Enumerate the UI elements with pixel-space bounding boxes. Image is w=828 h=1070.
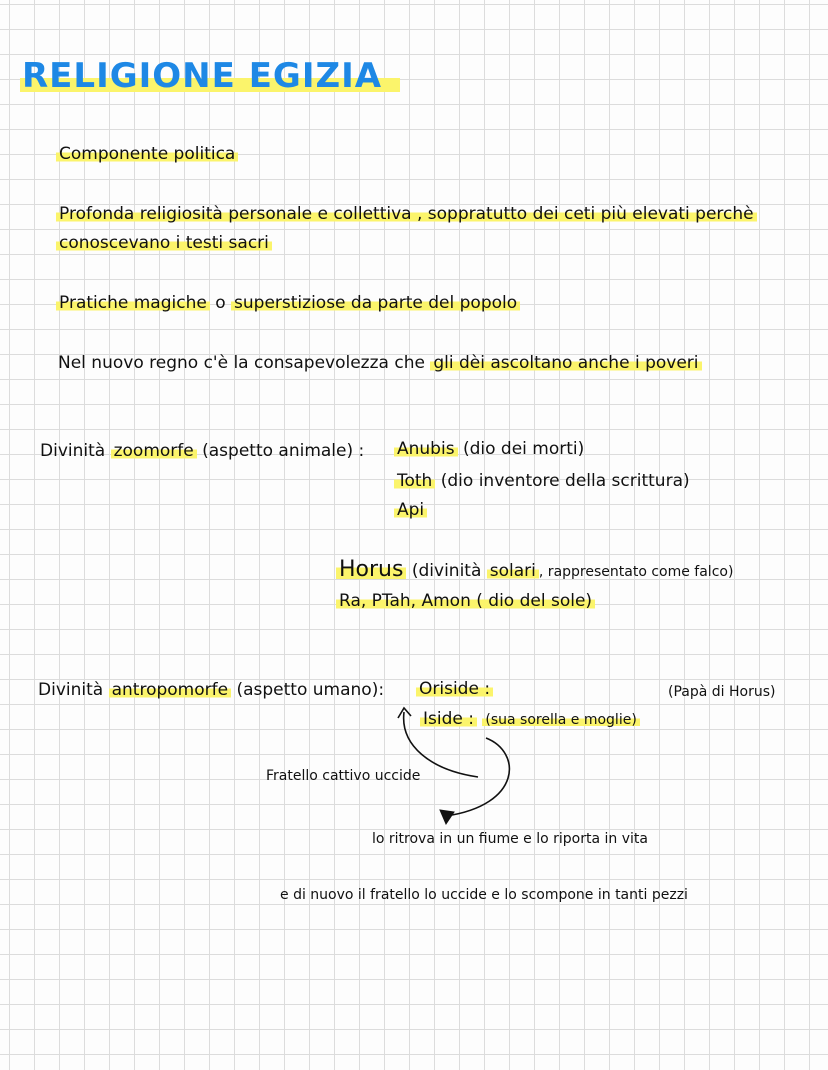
point-pratiche: Pratiche magiche o superstiziose da parte del popolo — [56, 292, 520, 314]
note-scompone: e di nuovo il fratello lo uccide e lo scompone in tanti pezzi — [280, 887, 688, 903]
god-toth: Toth (dio inventore della scrittura) — [394, 470, 690, 492]
note-fratello: Fratello cattivo uccide — [266, 768, 421, 784]
note-ritrova: lo ritrova in un fiume e lo riporta in vita — [372, 831, 648, 847]
arrow-to-osiride — [404, 712, 478, 777]
god-iside: Iside : (sua sorella e moglie) — [420, 708, 640, 731]
point-nuovo-regno: Nel nuovo regno c'è la consapevolezza che gli dèi ascoltano anche i poveri — [58, 352, 702, 374]
god-api: Api — [394, 499, 427, 521]
antropomorfe-heading: Divinità antropomorfe (aspetto umano): — [38, 680, 385, 700]
zoomorfe-heading: Divinità zoomorfe (aspetto animale) : — [40, 441, 365, 461]
god-osiride: Oriside : — [416, 678, 493, 700]
gods-sun: Ra, PTah, Amon ( dio del sole) — [336, 590, 595, 612]
god-horus: Horus (divinità solari , rappresentato come falco) — [336, 557, 733, 583]
point-religiosita-line1: Profonda religiosità personale e collettiva , soppratutto dei ceti più elevati perchè — [56, 203, 757, 225]
page-title: RELIGIONE EGIZIA — [20, 56, 400, 96]
point-componente: Componente politica — [56, 143, 238, 165]
osiride-note: (Papà di Horus) — [668, 684, 776, 700]
point-religiosita-line2: conoscevano i testi sacri — [56, 232, 272, 254]
god-anubis: Anubis (dio dei morti) — [394, 438, 584, 460]
